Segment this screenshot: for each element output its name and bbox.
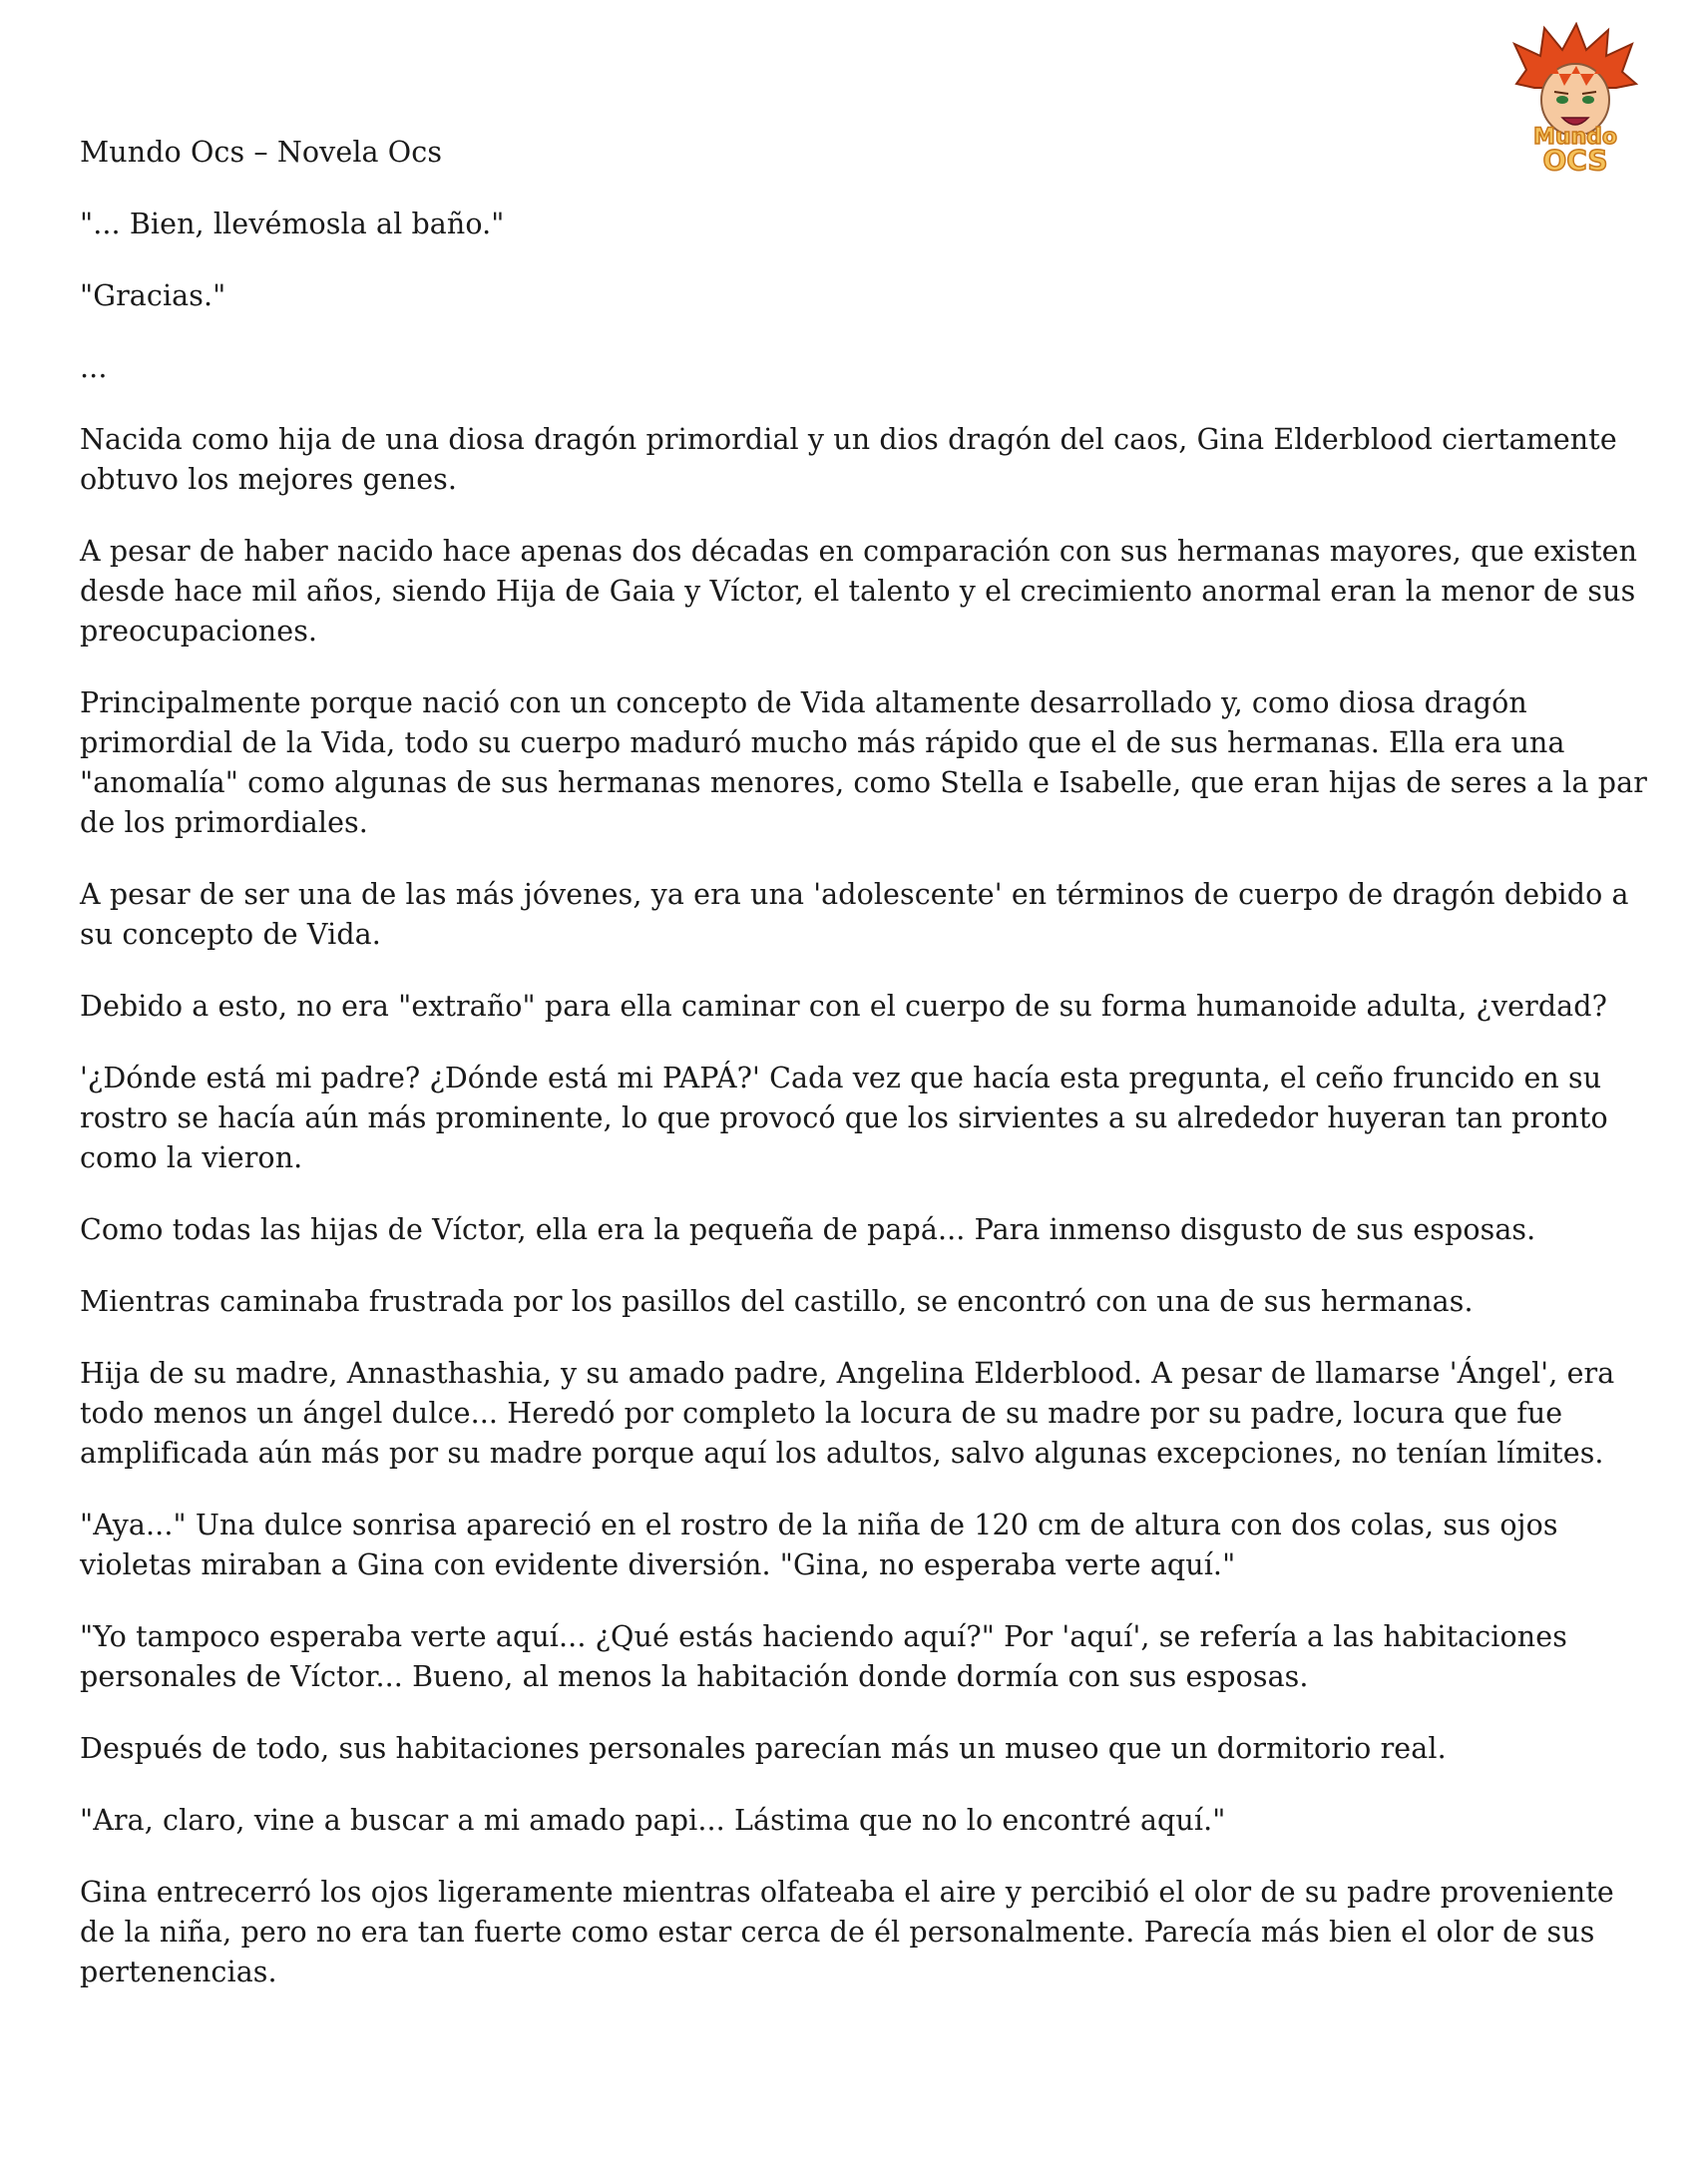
logo-text-line1: Mundo [1532,125,1618,150]
paragraph: A pesar de haber nacido hace apenas dos décadas en comparación con sus hermanas mayores, que existen desde hace mil años, siendo Hija de Gaia y Víctor, el talento y el crecimiento anormal eran la menor de sus preocupaciones. [80,535,1638,648]
paragraph: ... [80,351,108,384]
paragraph: "... Bien, llevémosla al baño." [80,208,505,240]
paragraph: "Aya..." Una dulce sonrisa apareció en el rostro de la niña de 120 cm de altura con dos colas, sus ojos violetas miraban a Gina con evidente diversión. "Gina, no esperaba verte aquí." [80,1509,1558,1581]
paragraph: "Gracias." [80,279,226,312]
paragraph: "Yo tampoco esperaba verte aquí... ¿Qué estás haciendo aquí?" Por 'aquí', se refería a las habitaciones personales de Víctor... Bueno, al menos la habitación donde dormía con sus esposas. [80,1620,1567,1693]
paragraph: Gina entrecerró los ojos ligeramente mientras olfateaba el aire y percibió el olor de su padre proveniente de la niña, pero no era tan fuerte como estar cerca de él personalmente. Parecía más bien el olor de sus pertenencias. [80,1876,1614,1988]
document-body [80,205,1656,2024]
paragraph: "Ara, claro, vine a buscar a mi amado papi... Lástima que no lo encontré aquí." [80,1804,1226,1837]
paragraph: Como todas las hijas de Víctor, ella era la pequeña de papá... Para inmenso disgusto de sus esposas. [80,1213,1536,1246]
logo-text-line2: OCS [1542,144,1608,177]
paragraph: Después de todo, sus habitaciones personales parecían más un museo que un dormitorio real. [80,1732,1447,1765]
paragraph: A pesar de ser una de las más jóvenes, ya era una 'adolescente' en términos de cuerpo de dragón debido a su concepto de Vida. [80,878,1629,951]
page-header: Mundo Ocs – Novela Ocs [80,136,443,169]
paragraph: Hija de su madre, Annasthashia, y su amado padre, Angelina Elderblood. A pesar de llamarse 'Ángel', era todo menos un ángel dulce... Heredó por completo la locura de su madre por su padre, locura que fue amplificada aún más por su madre porque aquí los adultos, salvo algunas excepciones, no tenían límites. [80,1357,1615,1470]
mundo-ocs-logo [1504,22,1646,178]
paragraph: Principalmente porque nació con un concepto de Vida altamente desarrollado y, como diosa dragón primordial de la Vida, todo su cuerpo maduró mucho más rápido que el de sus hermanas. Ella era una "anomalía" como algunas de sus hermanas menores, como Stella e Isabelle, que eran hijas de seres a la par de los primordiales. [80,686,1647,839]
paragraph: Debido a esto, no era "extraño" para ella caminar con el cuerpo de su forma humanoide adulta, ¿verdad? [80,990,1607,1023]
paragraph: Mientras caminaba frustrada por los pasillos del castillo, se encontró con una de sus hermanas. [80,1285,1474,1318]
paragraph: Nacida como hija de una diosa dragón primordial y un dios dragón del caos, Gina Elderblood ciertamente obtuvo los mejores genes. [80,423,1617,496]
paragraph: '¿Dónde está mi padre? ¿Dónde está mi PAPÁ?' Cada vez que hacía esta pregunta, el ceño fruncido en su rostro se hacía aún más prominente, lo que provocó que los sirvientes a su alrededor huyeran tan pronto como la vieron. [80,1062,1608,1174]
